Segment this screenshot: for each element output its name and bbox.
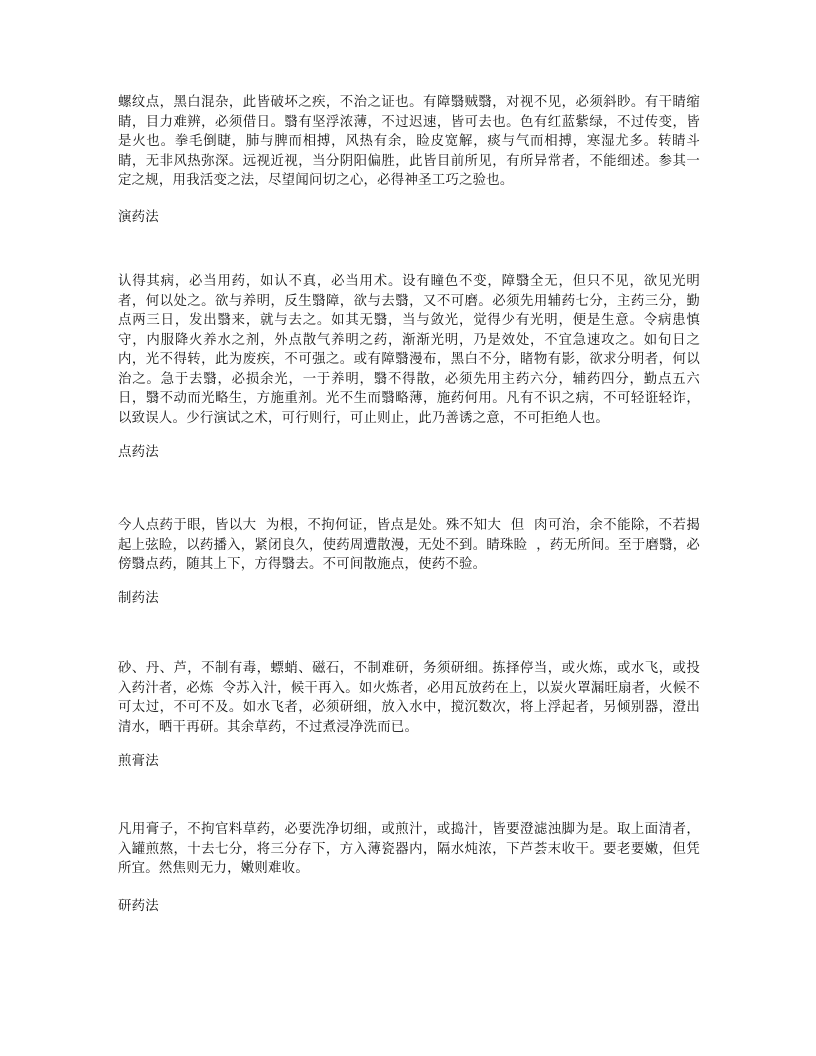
paragraph-jiangaofa: 凡用膏子，不拘官料草药，必要洗净切细，或煎汁，或捣汁，皆要澄滤浊脚为是。取上面清者，入罐煎熬，十去七分，将三分存下，方入薄瓷器内，隔水炖浓，下芦荟末收干。要老要嫩，但凭所宜。然焦则无力，嫩则难收。 xyxy=(118,822,700,876)
heading-yanyaofa: 演药法 xyxy=(118,210,159,225)
paragraph-zhiyaofa: 砂、丹、芦，不制有毒，螵蛸、磁石，不制难研，务须研细。拣择停当，或火炼，或水飞，或投入药汁者，必炼 令苏入汁，候干再入。如火炼者，必用瓦放药在上，以炭火罩漏旺扇者，火候不可太过，不可不及。如水飞者，必须研细，放入水中，搅沉数次，将上浮起者，另倾别器，澄出清水，晒干再研。其余草药，不过煮浸净洗而已。 xyxy=(118,661,700,735)
heading-dianyaofa: 点药法 xyxy=(118,445,159,460)
heading-jiangaofa: 煎膏法 xyxy=(118,754,159,769)
heading-yanyaofa-grinding: 研药法 xyxy=(118,899,159,914)
paragraph-yanyaofa: 认得其病，必当用药，如认不真，必当用术。设有瞳色不变，障翳全无，但只不见，欲见光明者，何以处之。欲与养明，反生翳障，欲与去翳，又不可磨。必须先用辅药七分，主药三分，勤点两三日，发出翳来，就与去之。如其无翳，当与敛光，觉得少有光明，便是生意。令病患慎守，内服降火养水之剂，外点散气养明之药，渐渐光明，乃是效处，不宜急速攻之。如旬日之内，光不得转，此为废疾，不可强之。或有障翳漫布，黑白不分，睹物有影，欲求分明者，何以治之。急于去翳，必损余光，一于养明，翳不得散，必须先用主药六分，辅药四分，勤点五六日，翳不动而光略生，方施重剂。光不生而翳略薄，施药何用。凡有不识之病，不可轻诳轻诈，以致误人。少行演试之术，可行则行，可止则止，此乃善诱之意，不可拒绝人也。 xyxy=(118,274,700,426)
heading-zhiyaofa: 制药法 xyxy=(118,591,159,606)
paragraph-eye-symptoms: 螺纹点，黑白混杂，此皆破坏之疾，不治之证也。有障翳贼翳，对视不见，必须斜眇。有干睛缩睛，目力难辨，必须借日。翳有坚浮浓薄，不过迟速，皆可去也。色有红蓝紫绿，不过传变，皆是火也。拳毛倒睫，肺与脾而相搏，风热有余，睑皮宽解，痰与气而相搏，寒湿尤多。转睛斗睛，无非风热弥深。远视近视，当分阴阳偏胜，此皆目前所见，有所异常者，不能细述。参其一定之规，用我活变之法，尽望闻问切之心，必得神圣工巧之验也。 xyxy=(118,95,700,188)
paragraph-dianyaofa: 今人点药于眼，皆以大 为根，不拘何证，皆点是处。殊不知大 但 肉可治，余不能除，不若揭起上弦睑，以药播入，紧闭良久，使药周遭散漫，无处不到。睛珠睑 ，药无所间。至于磨翳，必傍翳点药，随其上下，方得翳去。不可间散施点，使药不验。 xyxy=(118,518,700,572)
